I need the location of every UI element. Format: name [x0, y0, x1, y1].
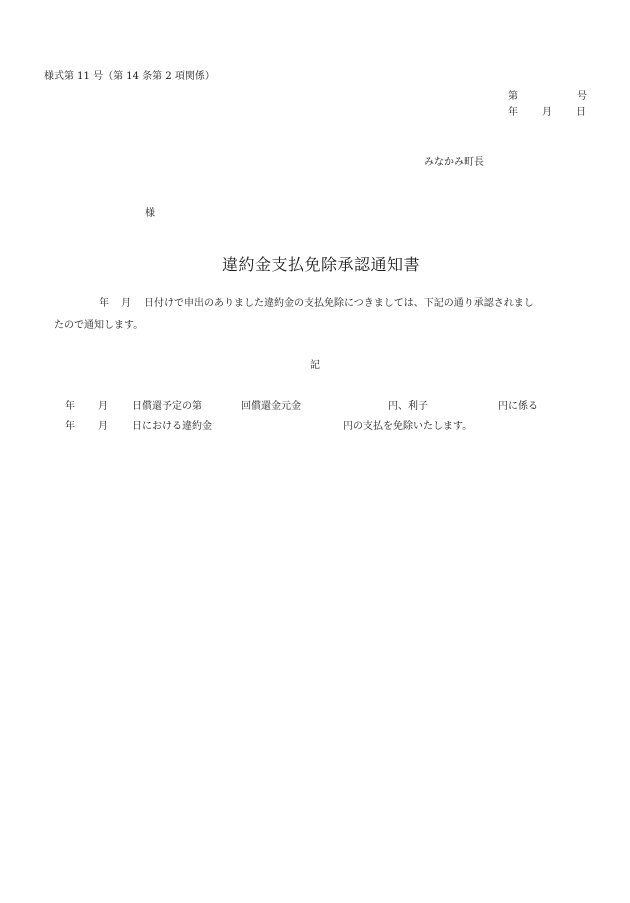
date-year-label: 年	[508, 107, 518, 118]
date-month-label: 月	[542, 107, 552, 118]
row1-text-1: 日償還予定の第	[132, 401, 202, 412]
row1-text-2: 回償還金元金	[241, 401, 301, 412]
body-line-1: 日付けで申出のありました違約金の支払免除につきましては、下記の通り承認されまし	[144, 298, 534, 309]
row2-year-label: 年	[65, 421, 75, 432]
row2-text-1: 日における違約金	[132, 421, 212, 432]
row2-month-label: 月	[98, 421, 108, 432]
form-reference: 様式第 11 号（第 14 条第 2 項関係）	[44, 71, 215, 82]
body-year-label: 年	[99, 298, 109, 309]
row1-year-label: 年	[65, 401, 75, 412]
body-line-2: たので通知します。	[54, 320, 144, 331]
ki-heading: 記	[310, 360, 320, 371]
body-month-label: 月	[121, 298, 131, 309]
date-day-label: 日	[576, 107, 586, 118]
number-prefix: 第	[508, 91, 518, 102]
document-title: 違約金支払免除承認通知書	[222, 255, 421, 274]
row2-text-2: 円の支払を免除いたします。	[343, 421, 473, 432]
issuer-name: みなかみ町長	[424, 157, 484, 168]
addressee-suffix: 様	[145, 208, 155, 219]
number-suffix: 号	[577, 91, 587, 102]
row1-text-3: 円、利子	[388, 401, 428, 412]
row1-month-label: 月	[98, 401, 108, 412]
row1-text-4: 円に係る	[498, 401, 538, 412]
